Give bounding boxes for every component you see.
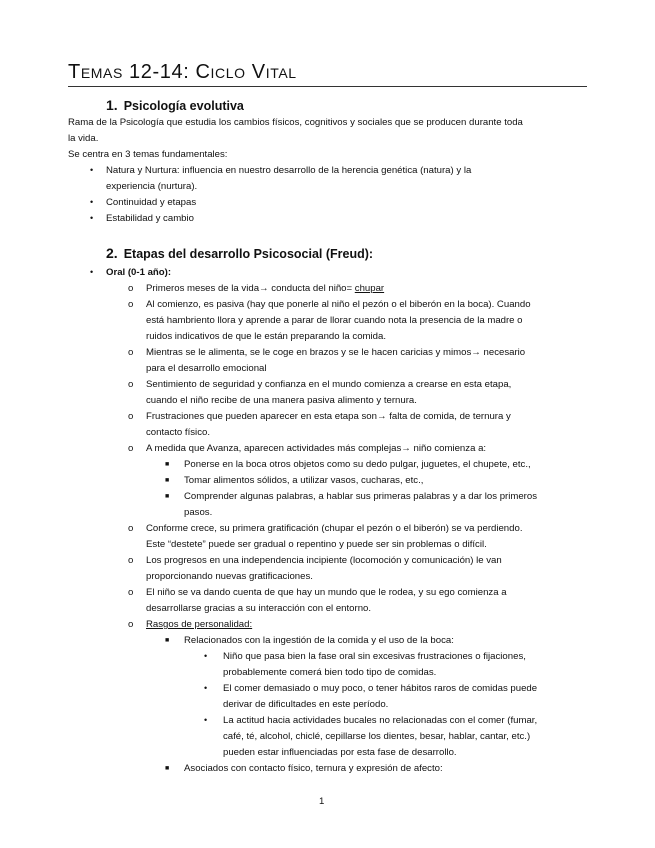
oral-item-9-line-2: desarrollarse gracias a su interacción con el entorno.	[146, 603, 372, 614]
oral-item-10: Rasgos de personalidad:	[146, 619, 253, 630]
oral-item-2-line-3: ruidos indicativos de que le están preparando la comida.	[146, 331, 386, 342]
paragraph-definition-line-1: Rama de la Psicología que estudia los cambios físicos, cognitivos y sociales que se producen durante toda	[68, 117, 523, 128]
bullet-icon: •	[204, 651, 208, 661]
section-1-number: 1.	[106, 97, 118, 113]
square-bullet-icon: ■	[165, 765, 170, 772]
trait-detail-1-line-2: probablemente comerá bien todo tipo de comidas.	[223, 667, 437, 678]
oral-item-3-line-2: para el desarrollo emocional	[146, 363, 267, 374]
oral-item-2-line-2: está hambriento llora y aprende a parar de llorar cuando nota la presencia de la madre o	[146, 315, 523, 326]
section-2-heading	[106, 245, 373, 262]
circle-bullet-icon: o	[128, 347, 134, 358]
trait-detail-3-line-3: pueden estar influenciadas por esta fase de desarrollo.	[223, 747, 457, 758]
paragraph-definition-line-2: la vida.	[68, 133, 99, 144]
circle-bullet-icon: o	[128, 283, 134, 294]
oral-item-6: A medida que Avanza, aparecen actividades más complejas→ niño comienza a:	[146, 443, 487, 454]
sub-item-2: Tomar alimentos sólidos, a utilizar vasos, cucharas, etc.,	[184, 475, 424, 486]
page-title: Temas 12-14: Ciclo Vital	[68, 61, 297, 83]
bullet-icon: •	[90, 197, 94, 207]
oral-item-8-line-2: proporcionando nuevas gratificaciones.	[146, 571, 313, 582]
bullet-icon: •	[90, 267, 94, 277]
trait-detail-3-line-2: café, té, alcohol, chiclé, cepillarse los dientes, besar, hablar, cantar, etc.)	[223, 731, 531, 742]
oral-item-8-line-1: Los progresos en una independencia incipiente (locomoción y comunicación) le van	[146, 555, 502, 566]
oral-item-1-text: Primeros meses de la vida→ conducta del niño=	[146, 283, 355, 294]
sub-item-1: Ponerse en la boca otros objetos como su dedo pulgar, juguetes, el chupete, etc.,	[184, 459, 531, 470]
circle-bullet-icon: o	[128, 619, 134, 630]
square-bullet-icon: ■	[165, 477, 170, 484]
trait-group-2: Asociados con contacto físico, ternura y expresión de afecto:	[184, 763, 443, 774]
trait-detail-3-line-1: La actitud hacia actividades bucales no relacionadas con el comer (fumar,	[223, 715, 538, 726]
theme-item-3: Estabilidad y cambio	[106, 213, 194, 224]
title-underline	[68, 86, 587, 87]
section-2-title: Etapas del desarrollo Psicosocial (Freud):	[123, 247, 374, 261]
sub-item-3-line-2: pasos.	[184, 507, 213, 518]
bullet-icon: •	[204, 715, 208, 725]
trait-detail-1-line-1: Niño que pasa bien la fase oral sin excesivas frustraciones o fijaciones,	[223, 651, 526, 662]
oral-item-3-line-1: Mientras se le alimenta, se le coge en brazos y se le hacen caricias y mimos→ necesario	[146, 347, 526, 358]
oral-item-7-line-1: Conforme crece, su primera gratificación (chupar el pezón o el biberón) se va perdiendo.	[146, 523, 523, 534]
oral-item-9-line-1: El niño se va dando cuenta de que hay un mundo que le rodea, y su ego comienza a	[146, 587, 507, 598]
square-bullet-icon: ■	[165, 637, 170, 644]
sub-item-3-line-1: Comprender algunas palabras, a hablar sus primeras palabras y a dar los primeros	[184, 491, 538, 502]
oral-item-5-line-2: contacto físico.	[146, 427, 210, 438]
circle-bullet-icon: o	[128, 443, 134, 454]
trait-detail-2-line-2: derivar de dificultades en este período.	[223, 699, 389, 710]
paragraph-themes-intro: Se centra en 3 temas fundamentales:	[68, 149, 228, 160]
bullet-icon: •	[90, 213, 94, 223]
theme-item-1-line-2: experiencia (nurtura).	[106, 181, 198, 192]
circle-bullet-icon: o	[128, 555, 134, 566]
oral-item-5-line-1: Frustraciones que pueden aparecer en esta etapa son→ falta de comida, de ternura y	[146, 411, 511, 422]
oral-item-1	[146, 281, 384, 297]
oral-item-2-line-1: Al comienzo, es pasiva (hay que ponerle al niño el pezón o el biberón en la boca). Cuando	[146, 299, 531, 310]
oral-item-1-keyword: chupar	[354, 283, 385, 294]
section-1-heading	[106, 97, 244, 114]
trait-group-1: Relacionados con la ingestión de la comida y el uso de la boca:	[184, 635, 454, 646]
square-bullet-icon: ■	[165, 461, 170, 468]
section-1-title: Psicología evolutiva	[123, 99, 244, 113]
oral-item-4-line-1: Sentimiento de seguridad y confianza en el mundo comienza a crearse en esta etapa,	[146, 379, 512, 390]
section-2-number: 2.	[106, 245, 118, 261]
square-bullet-icon: ■	[165, 493, 170, 500]
stage-oral-heading: Oral (0-1 año):	[106, 267, 172, 278]
circle-bullet-icon: o	[128, 379, 134, 390]
trait-detail-2-line-1: El comer demasiado o muy poco, o tener hábitos raros de comidas puede	[223, 683, 538, 694]
theme-item-2: Continuidad y etapas	[106, 197, 197, 208]
bullet-icon: •	[90, 165, 94, 175]
circle-bullet-icon: o	[128, 587, 134, 598]
oral-item-7-line-2: Este “destete” puede ser gradual o repentino y puede ser sin problemas o difícil.	[146, 539, 487, 550]
theme-item-1-line-1: Natura y Nurtura: influencia en nuestro desarrollo de la herencia genética (natura) y la	[106, 165, 472, 176]
circle-bullet-icon: o	[128, 523, 134, 534]
page-number: 1	[319, 796, 325, 807]
circle-bullet-icon: o	[128, 411, 134, 422]
circle-bullet-icon: o	[128, 299, 134, 310]
bullet-icon: •	[204, 683, 208, 693]
oral-item-4-line-2: cuando el niño recibe de una manera pasiva alimento y ternura.	[146, 395, 417, 406]
